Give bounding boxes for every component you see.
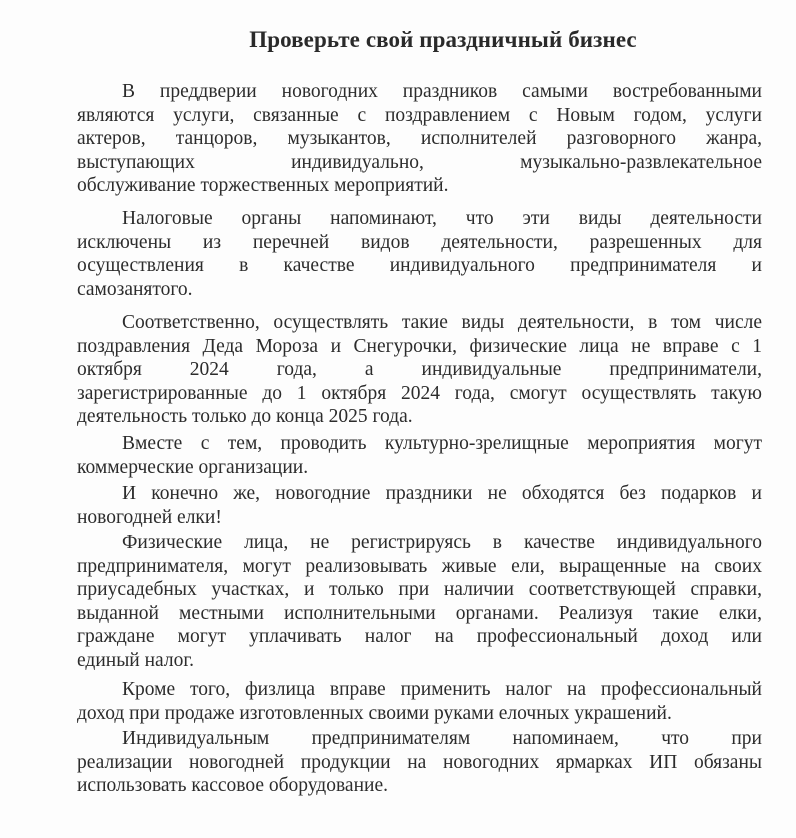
text-line bbox=[77, 382, 762, 406]
text-line bbox=[77, 311, 762, 335]
text-line bbox=[77, 482, 762, 506]
text-line bbox=[77, 649, 762, 673]
text-line bbox=[77, 702, 762, 726]
text-line-content: доход при продаже изготовленных своими руками елочных украшений. bbox=[77, 702, 672, 724]
text-line bbox=[77, 602, 762, 626]
paragraph-4 bbox=[77, 432, 762, 479]
text-line bbox=[77, 127, 762, 151]
text-line bbox=[77, 405, 762, 429]
paragraph-7 bbox=[77, 678, 762, 725]
text-line bbox=[77, 254, 762, 278]
text-line-content: поздравления Деда Мороза и Снегурочки, физические лица не вправе с 1 bbox=[77, 335, 762, 357]
text-line-content: В преддверии новогодних праздников самыми востребованными bbox=[122, 81, 762, 102]
text-line-content: самозанятого. bbox=[77, 278, 193, 300]
text-line bbox=[77, 456, 762, 480]
paragraph-2 bbox=[77, 207, 762, 301]
text-line bbox=[77, 678, 762, 702]
text-line-content: реализации новогодней продукции на новогодних ярмарках ИП обязаны bbox=[77, 751, 762, 773]
text-line-content: использовать кассовое оборудование. bbox=[77, 775, 388, 797]
paragraph-6 bbox=[77, 531, 762, 673]
text-line bbox=[77, 531, 762, 555]
text-line-content: актеров, танцоров, музыкантов, исполнителей разговорного жанра, bbox=[77, 128, 762, 150]
text-line bbox=[77, 751, 762, 775]
text-line-content: деятельность только до конца 2025 года. bbox=[77, 406, 413, 428]
text-line-content: И конечно же, новогодние праздники не обходятся без подарков и bbox=[122, 483, 762, 504]
paragraph-3 bbox=[77, 311, 762, 429]
text-line bbox=[77, 727, 762, 751]
text-line bbox=[77, 578, 762, 602]
text-line bbox=[77, 174, 762, 198]
text-line bbox=[77, 358, 762, 382]
text-line-content: коммерческие организации. bbox=[77, 456, 309, 478]
text-line-content: обслуживание торжественных мероприятий. bbox=[77, 175, 449, 197]
text-line bbox=[77, 625, 762, 649]
text-line-content: исключены из перечней видов деятельности, разрешенных для bbox=[77, 231, 762, 253]
text-line bbox=[77, 506, 762, 530]
text-line bbox=[77, 774, 762, 798]
text-line-content: Кроме того, физлица вправе применить налог на профессиональный bbox=[122, 679, 762, 700]
text-line-content: Индивидуальным предпринимателям напоминаем, что при bbox=[122, 728, 762, 749]
text-line-content: зарегистрированные до 1 октября 2024 года, смогут осуществлять такую bbox=[77, 382, 762, 404]
text-line-content: граждане могут уплачивать налог на профессиональный доход или bbox=[77, 626, 762, 648]
text-line bbox=[77, 555, 762, 579]
text-line bbox=[77, 207, 762, 231]
text-line bbox=[77, 80, 762, 104]
paragraph-8 bbox=[77, 727, 762, 798]
text-line-content: осуществления в качестве индивидуального предпринимателя и bbox=[77, 255, 762, 277]
text-line-content: Налоговые органы напоминают, что эти виды деятельности bbox=[122, 208, 762, 229]
text-line bbox=[77, 151, 762, 175]
text-line bbox=[77, 432, 762, 456]
text-line-content: являются услуги, связанные с поздравлением с Новым годом, услуги bbox=[77, 104, 762, 126]
text-line-content: предпринимателя, могут реализовывать живые ели, выращенные на своих bbox=[77, 555, 762, 577]
text-line-content: выданной местными исполнительными органами. Реализуя такие елки, bbox=[77, 602, 762, 624]
text-line-content: новогодней елки! bbox=[77, 506, 222, 528]
text-line bbox=[77, 278, 762, 302]
text-line-content: единый налог. bbox=[77, 649, 195, 671]
paragraph-1 bbox=[77, 80, 762, 198]
text-line-content: Физические лица, не регистрируясь в качестве индивидуального bbox=[122, 532, 762, 553]
text-line-content: Соответственно, осуществлять такие виды деятельности, в том числе bbox=[122, 312, 762, 333]
text-line-content: октября 2024 года, а индивидуальные предприниматели, bbox=[77, 359, 762, 381]
text-line-content: Вместе с тем, проводить культурно-зрелищные мероприятия могут bbox=[122, 433, 762, 454]
text-line-content: приусадебных участках, и только при наличии соответствующей справки, bbox=[77, 579, 762, 601]
text-line-content: выступающих индивидуально, музыкально-развлекательное bbox=[77, 151, 762, 173]
text-line bbox=[77, 231, 762, 255]
text-line bbox=[77, 104, 762, 128]
text-line bbox=[77, 335, 762, 359]
document-title: Проверьте свой праздничный бизнес bbox=[249, 27, 637, 52]
paragraph-5 bbox=[77, 482, 762, 529]
